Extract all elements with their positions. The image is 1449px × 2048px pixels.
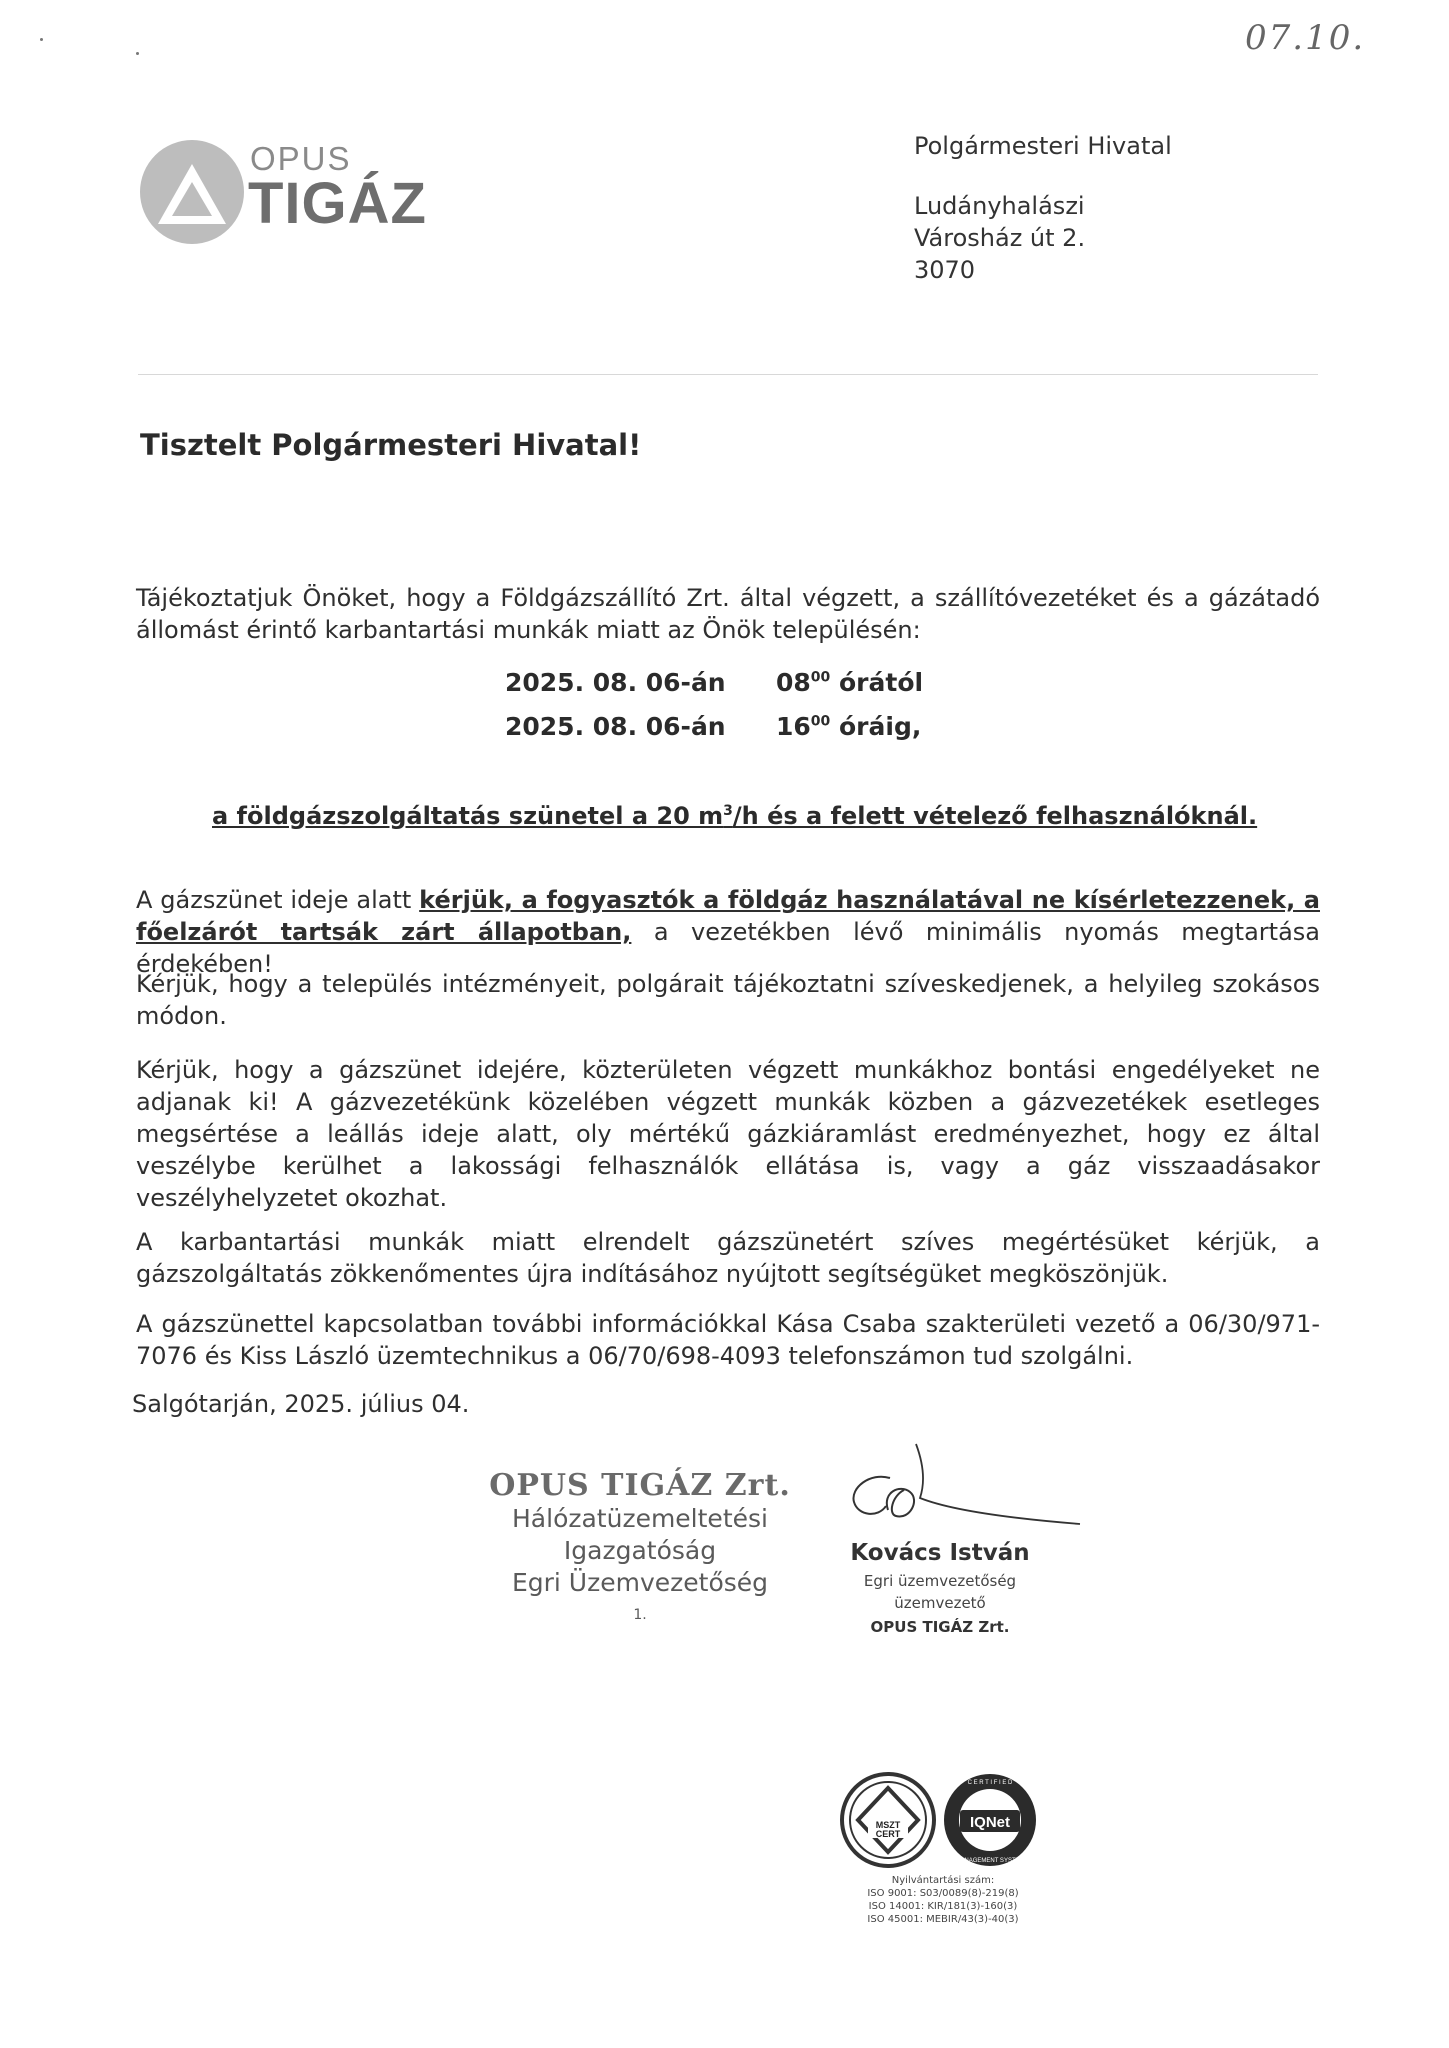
handwritten-signature [830,1440,1090,1550]
schedule-end-date: 2025. 08. 06-án [505,712,726,741]
inform-paragraph: Kérjük, hogy a település intézményeit, polgárait tájékoztatni szíveskedjenek, a helyileg szokásos módon. [136,970,1320,1030]
schedule-row-start [0,668,1449,704]
scan-speck [40,38,43,41]
stamp-line2: Egri Üzemvezetőség [511,1568,769,1597]
stamp-company: OPUS TIGÁZ Zrt. [489,1468,791,1503]
svg-text:CERT: CERT [875,1829,901,1839]
svg-text:C E R T I F I E D: C E R T I F I E D [967,1780,1013,1786]
place-and-date: Salgótarján, 2025. július 04. [132,1390,470,1418]
logo-text-opus: OPUS [250,140,352,177]
header-divider [138,374,1318,375]
scan-speck [136,52,139,55]
request-emphasis: kérjük, a fogyasztók a földgáz használatával ne kísérletezzenek, a főelzárót tartsák zárt állapotban, [136,886,1320,946]
contact-paragraph: A gázszünettel kapcsolatban további információkkal Kása Csaba szakterületi vezető a 06/30/971-7076 és Kiss László üzemtechnikus a 06/70/698-4093 telefonszámon tud szolgálni. [136,1310,1320,1370]
svg-text:MANAGEMENT SYSTEM: MANAGEMENT SYSTEM [955,1858,1025,1864]
schedule-row-end [0,712,1449,748]
signer-block [830,1540,1050,1636]
signer-role2: üzemvezető [894,1594,986,1612]
recipient-name: Polgármesteri Hivatal [914,132,1172,160]
iqnet-logo [944,1774,1036,1866]
cert-line-iso9001: ISO 9001: S03/0089(8)-219(8) [867,1888,1019,1899]
mszt-cert-logo [842,1774,934,1866]
signer-name: Kovács István [850,1540,1030,1566]
stamp-number: 1. [633,1607,647,1623]
salutation: Tisztelt Polgármesteri Hivatal! [140,428,642,462]
company-logo [140,132,470,252]
request-paragraph: A gázszünet ideje alatt kérjük, a fogyasztók a földgáz használatával ne kísérletezzenek, a főelzárót tartsák zárt állapotban, a vezetékben lévő minimális nyomás megtartása érdekében! [136,886,1320,978]
handwritten-note: 07.10. [1245,18,1366,58]
intro-paragraph: Tájékoztatjuk Önöket, hogy a Földgázszállító Zrt. által végzett, a szállítóvezetéket és a gázátadó állomást érintő karbantartási munkák miatt az Önök településén: [136,584,1320,644]
cert-line-iso14001: ISO 14001: KIR/181(3)-160(3) [868,1901,1018,1912]
svg-text:MSZT: MSZT [875,1820,901,1830]
certification-logos [838,1770,1048,1870]
cert-title: Nyilvántartási szám: [891,1875,995,1886]
schedule-start-date: 2025. 08. 06-án [505,668,726,697]
svg-text:IQNet: IQNet [969,1814,1011,1831]
logo-triangle-icon [154,160,230,230]
recipient-street: Városház út 2. [914,224,1086,252]
schedule-end-time: $16^{00}$ óráig, [776,712,922,741]
logo-text-tigaz: TIGÁZ [248,171,427,236]
recipient-city: Ludányhalászi [914,192,1085,220]
signer-role1: Egri üzemvezetőség [863,1572,1017,1590]
recipient-zip: 3070 [914,256,976,284]
recipient-address [914,130,1172,286]
permits-paragraph: Kérjük, hogy a gázszünet idejére, közterületen végzett munkákhoz bontási engedélyeket ne adjanak ki! A gázvezetékünk közelében végzett munkák közben a gázvezetékek esetleges megsértése a leállás ideje alatt, oly mértékű gázkiáramlást eredményezhet, hogy ez által veszélybe kerülhet a lakossági felhasználók ellátása is, vagy a gáz visszaadásakor veszélyhelyzetet okozhat. [136,1056,1320,1212]
service-interruption-notice: a földgázszolgáltatás szünetel a 20 $m^3/h$ és a felett vételező felhasználóknál. [212,802,1258,830]
thanks-paragraph: A karbantartási munkák miatt elrendelt gázszünetért szíves megértésüket kérjük, a gázszolgáltatás zökkenőmentes újra indításához nyújtott segítségüket megköszönjük. [136,1228,1320,1288]
certification-registration [838,1874,1048,1926]
signer-company: OPUS TIGÁZ Zrt. [870,1618,1010,1636]
schedule-start-time: $08^{00}$ órától [776,668,924,697]
cert-line-iso45001: ISO 45001: MEBIR/43(3)-40(3) [867,1914,1019,1925]
stamp-line1: Hálózatüzemeltetési Igazgatóság [512,1504,768,1565]
company-stamp [465,1468,815,1623]
